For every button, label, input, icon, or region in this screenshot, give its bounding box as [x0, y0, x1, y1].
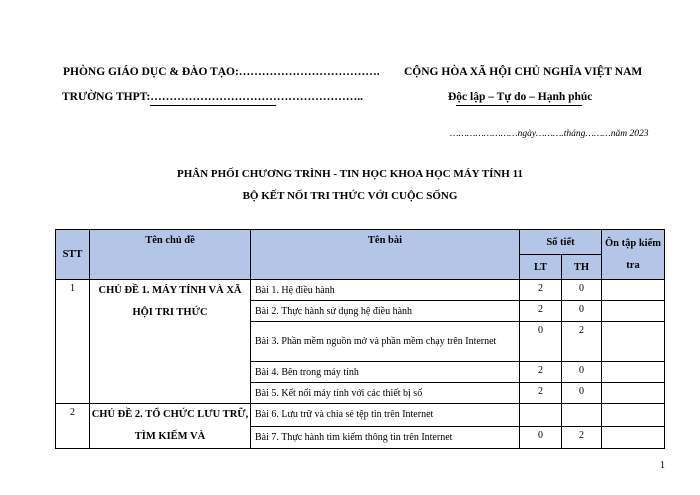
review-cell: [602, 280, 665, 301]
review-cell: [602, 426, 665, 449]
lesson-name: Bài 6. Lưu trữ và chia sẻ tệp tin trên Internet: [251, 404, 520, 427]
th-cell: 2: [562, 322, 602, 362]
review-cell: [602, 404, 665, 427]
lt-cell: 2: [520, 383, 562, 404]
header-periods: Số tiết: [520, 230, 602, 255]
stt-cell: 1: [56, 280, 90, 404]
lt-cell: 2: [520, 280, 562, 301]
header-stt: STT: [56, 230, 90, 280]
review-cell: [602, 301, 665, 322]
review-cell: [602, 322, 665, 362]
th-cell: 2: [562, 426, 602, 449]
lesson-name: Bài 2. Thực hành sử dụng hệ điều hành: [251, 301, 520, 322]
th-cell: 0: [562, 301, 602, 322]
topic-cell: CHỦ ĐỀ 1. MÁY TÍNH VÀ XÃ HỘI TRI THỨC: [90, 280, 251, 404]
th-cell: 0: [562, 280, 602, 301]
header-lt: LT: [520, 255, 562, 280]
lt-cell: 2: [520, 301, 562, 322]
motto: Độc lập – Tự do – Hạnh phúc: [448, 91, 593, 103]
table-row: [56, 404, 665, 427]
school-underline: [150, 105, 276, 106]
country-name: CỘNG HÒA XÃ HỘI CHỦ NGHĨA VIỆT NAM: [404, 66, 643, 78]
header-review: Ôn tập kiểm tra: [602, 230, 665, 280]
document-subtitle: BỘ KẾT NỐI TRI THỨC VỚI CUỘC SỐNG: [242, 190, 458, 202]
lesson-name: Bài 7. Thực hành tìm kiếm thông tin trên Internet: [251, 426, 520, 449]
stt-cell: 2: [56, 404, 90, 449]
document-title: PHÂN PHỐI CHƯƠNG TRÌNH - TIN HỌC KHOA HỌC MÁY TÍNH 11: [176, 168, 524, 180]
page-number: 1: [660, 460, 665, 471]
date-line: ……………………ngày……….tháng………năm 2023: [450, 129, 649, 139]
lt-cell: 2: [520, 362, 562, 383]
th-cell: 0: [562, 362, 602, 383]
topic-cell: CHỦ ĐỀ 2. TỔ CHỨC LƯU TRỮ, TÌM KIẾM VÀ: [90, 404, 251, 449]
motto-underline: [456, 105, 582, 106]
table-row: [56, 280, 665, 301]
lesson-name: Bài 1. Hệ điều hành: [251, 280, 520, 301]
header-th: TH: [562, 255, 602, 280]
department-line: PHÒNG GIÁO DỤC & ĐÀO TẠO:……………………………….: [63, 66, 380, 78]
school-line: TRƯỜNG THPT:………………………………………………..: [62, 91, 364, 103]
lt-cell: [520, 404, 562, 427]
review-cell: [602, 362, 665, 383]
curriculum-table: [55, 229, 665, 449]
lt-cell: 0: [520, 322, 562, 362]
lesson-name: Bài 4. Bên trong máy tính: [251, 362, 520, 383]
lesson-name: Bài 3. Phần mềm nguồn mở và phần mềm chạy trên Internet: [251, 322, 520, 362]
review-cell: [602, 383, 665, 404]
th-cell: 0: [562, 383, 602, 404]
lt-cell: 0: [520, 426, 562, 449]
header-topic: Tên chủ đề: [90, 230, 251, 280]
header-lesson: Tên bài: [251, 230, 520, 280]
th-cell: [562, 404, 602, 427]
lesson-name: Bài 5. Kết nối máy tính với các thiết bị số: [251, 383, 520, 404]
